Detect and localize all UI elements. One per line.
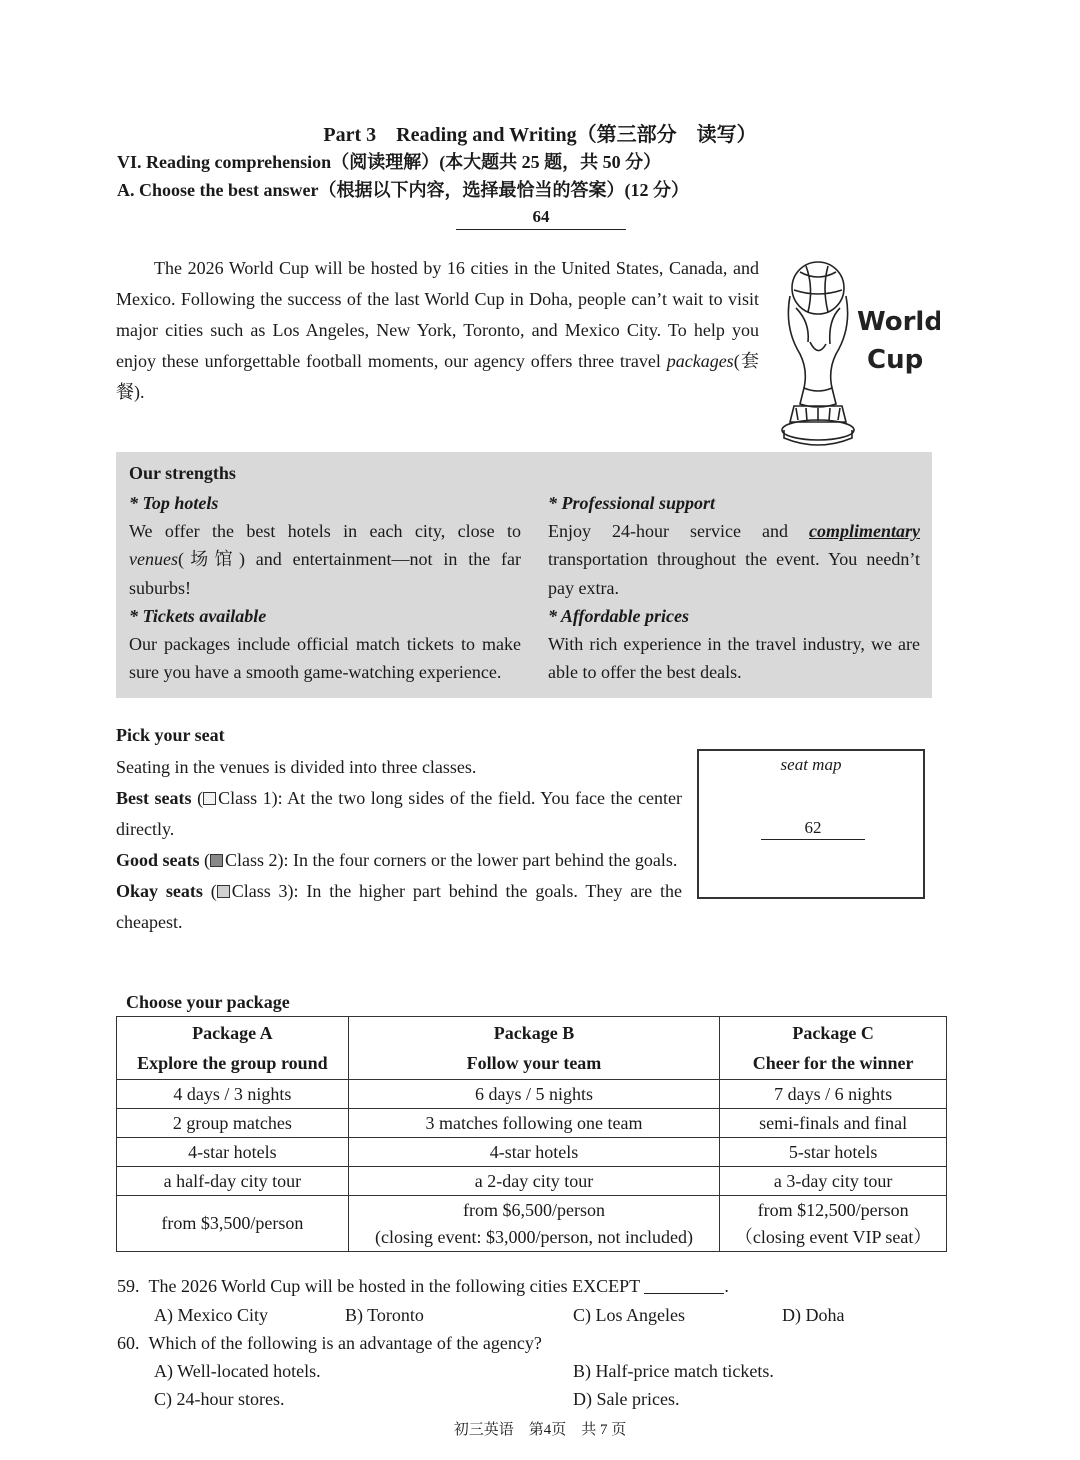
package-a-header: Package A Explore the group round [117, 1017, 349, 1080]
table-row [117, 1080, 947, 1109]
subsection-title: A. Choose the best answer（根据以下内容，选择最恰当的答案）(12 分） [117, 180, 689, 200]
okay-seats: Okay seats ( Class 3): In the higher part behind the goals. They are the cheapest. [116, 881, 682, 932]
table-cell: 4-star hotels [348, 1138, 719, 1167]
package-b-header: Package B Follow your team [348, 1017, 719, 1080]
good-seats: Good seats ( Class 2): In the four corners or the lower part behind the goals. [116, 850, 678, 870]
answer-blank-64: 64 [456, 207, 626, 230]
table-cell: a 2-day city tour [348, 1167, 719, 1196]
seat-map-caption: seat map [780, 755, 842, 774]
price-row [117, 1196, 947, 1252]
part-title: Part 3 Reading and Writing（第三部分 读写） [323, 124, 757, 146]
table-cell: 4-star hotels [117, 1138, 349, 1167]
package-heading: Choose your package [126, 992, 290, 1012]
class2-square-icon [210, 854, 223, 867]
table-row [117, 1167, 947, 1196]
prices-title: * Affordable prices [548, 605, 689, 626]
table-row [117, 1109, 947, 1138]
table-cell: 5-star hotels [720, 1138, 947, 1167]
tickets-text: Our packages include official match tickets to make sure you have a smooth game-watching experience. [129, 634, 521, 683]
intro-text: The 2026 World Cup will be hosted by 16 cities in the United States, Canada, and Mexico. Following the success of the last World Cup in Doha, people can’t wait to visit major cities such as Los Angeles, New York, Toronto, and Mexico City. To help you enjoy these unforgettable football moments, our agency offers three travel [116, 258, 759, 371]
q60-option-b: B) Half-price match tickets. [573, 1361, 774, 1381]
package-table [116, 1016, 947, 1252]
question-60: 60. Which of the following is an advantage of the agency? [117, 1333, 542, 1353]
section-title: VI. Reading comprehension（阅读理解）(本大题共 25 题，共 50 分） [117, 152, 662, 172]
seat-intro: Seating in the venues is divided into three classes. [116, 757, 477, 777]
world-cup-trophy-icon [770, 258, 940, 450]
q60-option-a: A) Well-located hotels. [154, 1361, 321, 1381]
table-cell: 6 days / 5 nights [348, 1080, 719, 1109]
seat-map-box [697, 749, 925, 899]
table-cell: 3 matches following one team [348, 1109, 719, 1138]
strengths-heading: Our strengths [129, 463, 236, 483]
support-title: * Professional support [548, 493, 716, 513]
top-hotels-title: * Top hotels [129, 493, 219, 513]
prices-text: With rich experience in the travel industry, we are able to offer the best deals. [548, 634, 920, 683]
q60-option-d: D) Sale prices. [573, 1389, 680, 1409]
trophy-label-line1: World [857, 307, 940, 337]
price-cell-b: from $6,500/person (closing event: $3,000/person, not included) [348, 1196, 719, 1252]
class1-square-icon [203, 792, 216, 805]
strengths-box [116, 452, 932, 698]
answer-blank-62: 62 [761, 818, 865, 840]
best-seats: Best seats ( Class 1): At the two long sides of the field. You face the center directly. [116, 788, 682, 839]
q59-option-c: C) Los Angeles [573, 1305, 685, 1325]
q59-option-d: D) Doha [782, 1305, 845, 1325]
strengths-right-column [548, 489, 920, 686]
question-59: 59. The 2026 World Cup will be hosted in the following cities EXCEPT . [117, 1276, 729, 1296]
intro-passage [116, 253, 759, 408]
seat-description [116, 752, 682, 938]
table-row [117, 1138, 947, 1167]
support-text: Enjoy 24-hour service and complimentary transportation throughout the event. You needn’t pay extra. [548, 521, 920, 598]
q59-option-a: A) Mexico City [154, 1305, 268, 1325]
table-cell: a half-day city tour [117, 1167, 349, 1196]
page-footer: 初三英语 第4页 共 7 页 [453, 1422, 627, 1438]
package-c-header: Package C Cheer for the winner [720, 1017, 947, 1080]
top-hotels-text: We offer the best hotels in each city, close to venues(场馆) and entertainment—not in the far suburbs! [129, 521, 521, 598]
q60-option-c: C) 24-hour stores. [154, 1389, 285, 1409]
trophy-label-line2: Cup [867, 345, 924, 375]
answer-blank [644, 1277, 724, 1294]
table-cell: semi-finals and final [720, 1109, 947, 1138]
seat-heading: Pick your seat [116, 725, 225, 745]
price-cell-a: from $3,500/person [117, 1196, 349, 1252]
price-cell-c: from $12,500/person （closing event VIP seat） [720, 1196, 947, 1252]
class3-square-icon [217, 885, 230, 898]
table-cell: 7 days / 6 nights [720, 1080, 947, 1109]
table-cell: a 3-day city tour [720, 1167, 947, 1196]
table-cell: 4 days / 3 nights [117, 1080, 349, 1109]
packages-word: packages [666, 351, 734, 371]
packages-gloss: (套餐). [116, 351, 760, 402]
complimentary-word: complimentary [809, 521, 920, 542]
venues-word: venues [129, 549, 178, 570]
table-cell: 2 group matches [117, 1109, 349, 1138]
tickets-title: * Tickets available [129, 605, 267, 626]
strengths-left-column [129, 489, 521, 686]
q59-option-b: B) Toronto [345, 1305, 424, 1325]
table-header-row [117, 1017, 947, 1080]
